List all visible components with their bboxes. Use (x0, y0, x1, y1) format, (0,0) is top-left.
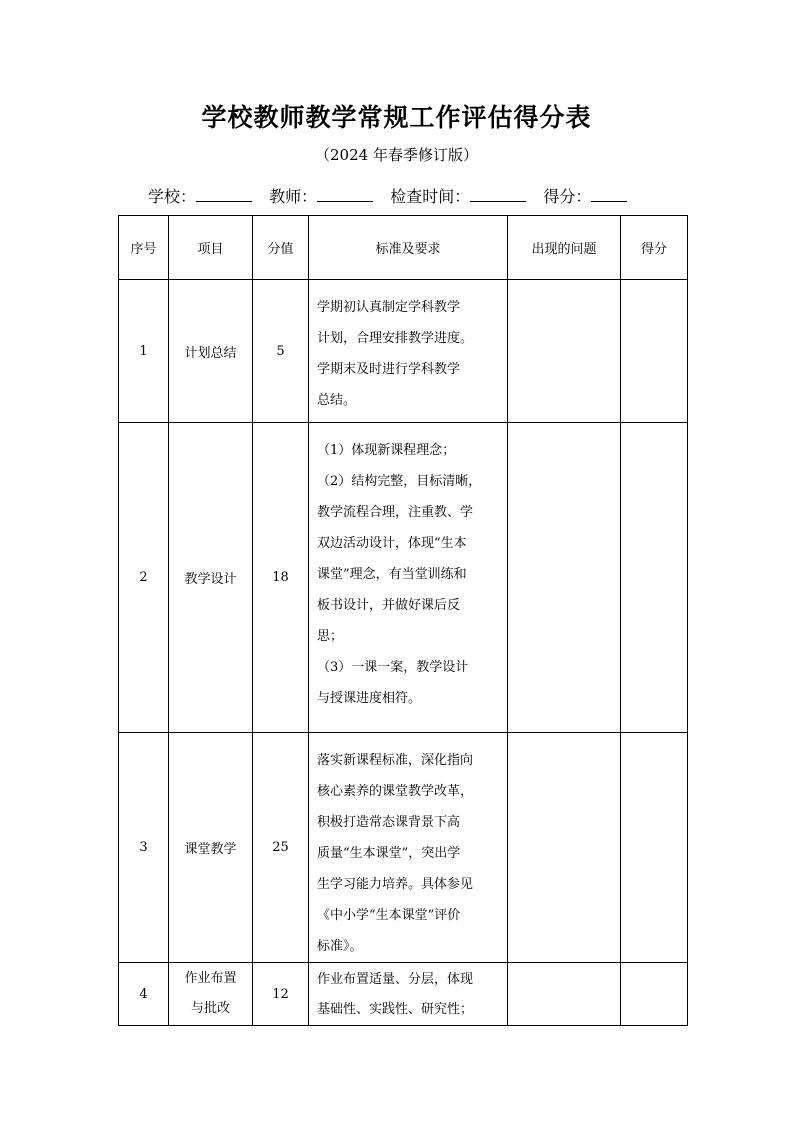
row-problems-cell[interactable] (508, 963, 621, 1026)
header-points: 分值 (253, 216, 309, 280)
req-line: 教学流程合理，注重教、学 (317, 505, 474, 520)
req-line: 学期末及时进行学科教学 (317, 362, 461, 377)
info-line (148, 184, 639, 207)
req-line: （1）体现新课程理念； (317, 443, 456, 458)
table-row (119, 963, 688, 1026)
row-no: 1 (119, 280, 169, 423)
row-item: 计划总结 (169, 280, 253, 423)
page-subtitle: （2024 年春季修订版） (315, 146, 478, 164)
req-line: 学期初认真制定学科教学 (317, 300, 461, 315)
row-problems-cell[interactable] (508, 733, 621, 963)
req-line: （2）结构完整，目标清晰， (317, 474, 482, 489)
page-title: 学校教师教学常规工作评估得分表 (201, 103, 592, 132)
score-label: 得分： (543, 187, 592, 206)
row-problems-cell[interactable] (508, 423, 621, 733)
table-row (119, 280, 688, 423)
row-score-cell[interactable] (621, 423, 688, 733)
header-requirements: 标准及要求 (309, 216, 508, 280)
row-item: 课堂教学 (169, 733, 253, 963)
row-item (169, 963, 253, 1026)
row-score-cell[interactable] (621, 280, 688, 423)
header-score: 得分 (621, 216, 688, 280)
row-points: 18 (253, 423, 309, 733)
req-line: 基础性、实践性、研究性； (317, 1002, 474, 1017)
req-line: 双边活动设计，体现“生本 (317, 536, 467, 551)
row-points: 25 (253, 733, 309, 963)
row-item-line: 与批改 (190, 1001, 230, 1016)
req-line: 与授课进度相符。 (317, 691, 422, 706)
header-item: 项目 (169, 216, 253, 280)
req-line: 总结。 (317, 393, 357, 408)
header-problems: 出现的问题 (508, 216, 621, 280)
req-line: 思； (317, 629, 344, 644)
row-requirements (309, 423, 508, 733)
req-line: 积极打造常态课背景下高 (317, 815, 461, 830)
time-label: 检查时间： (390, 187, 471, 206)
teacher-blank[interactable] (317, 184, 373, 202)
req-line: 板书设计，并做好课后反 (317, 598, 461, 613)
row-points: 5 (253, 280, 309, 423)
score-blank[interactable] (591, 184, 627, 202)
req-line: 落实新课程标准，深化指向 (317, 753, 474, 768)
school-blank[interactable] (196, 184, 252, 202)
req-line: 标准》。 (317, 939, 363, 954)
row-no: 2 (119, 423, 169, 733)
header-no: 序号 (119, 216, 169, 280)
row-no: 3 (119, 733, 169, 963)
time-blank[interactable] (470, 184, 526, 202)
req-line: 计划，合理安排教学进度。 (317, 331, 474, 346)
teacher-label: 教师： (269, 187, 318, 206)
req-line: 生学习能力培养。具体参见 (317, 877, 474, 892)
row-problems-cell[interactable] (508, 280, 621, 423)
row-requirements (309, 733, 508, 963)
row-score-cell[interactable] (621, 733, 688, 963)
table-row (119, 423, 688, 733)
row-requirements (309, 280, 508, 423)
row-score-cell[interactable] (621, 963, 688, 1026)
row-no: 4 (119, 963, 169, 1026)
req-line: 《中小学“生本课堂”评价 (317, 908, 461, 923)
req-line: （3）一课一案，教学设计 (317, 660, 469, 675)
req-line: 核心素养的课堂教学改革， (317, 784, 474, 799)
row-item: 教学设计 (169, 423, 253, 733)
score-table (118, 215, 688, 1026)
school-label: 学校： (148, 187, 197, 206)
req-line: 作业布置适量、分层，体现 (317, 972, 474, 987)
row-points: 12 (253, 963, 309, 1026)
req-line: 课堂”理念，有当堂训练和 (317, 567, 467, 582)
req-line: 质量“生本课堂”，突出学 (317, 846, 461, 861)
row-requirements (309, 963, 508, 1026)
table-header-row (119, 216, 688, 280)
table-row (119, 733, 688, 963)
row-item-line: 作业布置 (184, 971, 237, 986)
